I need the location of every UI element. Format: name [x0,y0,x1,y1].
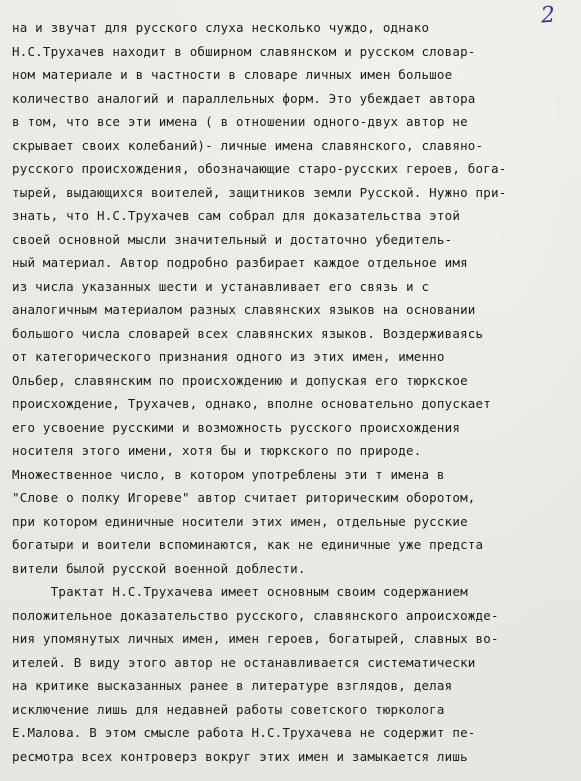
text-line: ном материале и в частности в словаре личных имен большое [12,67,453,82]
text-line: Ольбер, славянским по происхождению и допуская его тюркское [12,372,468,388]
text-line: аналогичным материалом разных славянских языков на основании [12,302,476,317]
text-line: богатыри и воители вспоминаются, как не единичные уже предста [12,537,484,552]
text-line: количество аналогий и параллельных форм. Это убеждает автора [12,90,476,106]
text-line: происхождение, Трухачев, однако, вполне основательно допускает [12,396,491,411]
text-line: из числа указанных шести и устанавливает его связь и с [12,278,430,294]
text-line: Н.С.Трухачев находит в обширном славянском и русском словар- [12,43,476,59]
text-line: ресмотра всех контроверз вокруг этих имен и замыкается лишь [12,748,468,764]
text-line: скрывает своих колебаний)- личные имена славянского, славяно- [12,137,484,153]
text-line: носителя этого имени, хотя бы и тюркского по природе. [12,443,422,458]
text-line: ителей. В виду этого автор не останавливается систематически [12,654,476,670]
text-line: в том, что все эти имена ( в отношении одного-двух автор не [12,114,468,129]
text-line: на критике высказанных ранее в литературе взглядов, делая [12,678,453,693]
text-line: от категорического признания одного из этих имен, именно [12,349,445,364]
text-line: его усвоение русскими и возможность русского происхождения [12,419,461,435]
handwritten-page-number: 2 [540,2,556,29]
text-line: вители былой русской военной доблести. [12,560,306,576]
text-line: исключение лишь для недавней работы советского тюрколога [12,701,445,717]
text-line: русского происхождения, обозначающие старо-русских героев, бога- [12,161,507,176]
text-line: большого числа словарей всех славянских языков. Воздерживаясь [12,325,484,341]
typewritten-text-block [12,16,572,768]
text-line: тырей, выдающихся воителей, защитников земли Русской. Нужно при- [12,184,507,200]
text-line: Множественное число, в котором употреблены эти т имена в [12,466,445,482]
text-line: своей основной мысли значительный и достаточно убедитель- [12,231,453,247]
text-line: Трактат Н.С.Трухачева имеет основным своим содержанием [12,584,468,599]
text-line: Е.Малова. В этом смысле работа Н.С.Трухачева не содержит пе- [12,725,476,740]
text-line: ния упомянутых личных имен, имен героев, богатырей, славных во- [12,631,499,646]
text-line: "Слове о полку Игореве" автор считает риторическим оборотом, [12,490,476,505]
text-line: ный материал. Автор подробно разбирает каждое отдельное имя [12,255,468,270]
text-line: знать, что Н.С.Трухачев сам собрал для доказательства этой [12,208,461,223]
text-line: на и звучат для русского слуха несколько чуждо, однако [12,20,430,35]
text-line: положительное доказательство русского, славянского апроисхожде- [12,607,499,623]
text-line: при котором единичные носители этих имен, отдельные русские [12,513,468,529]
